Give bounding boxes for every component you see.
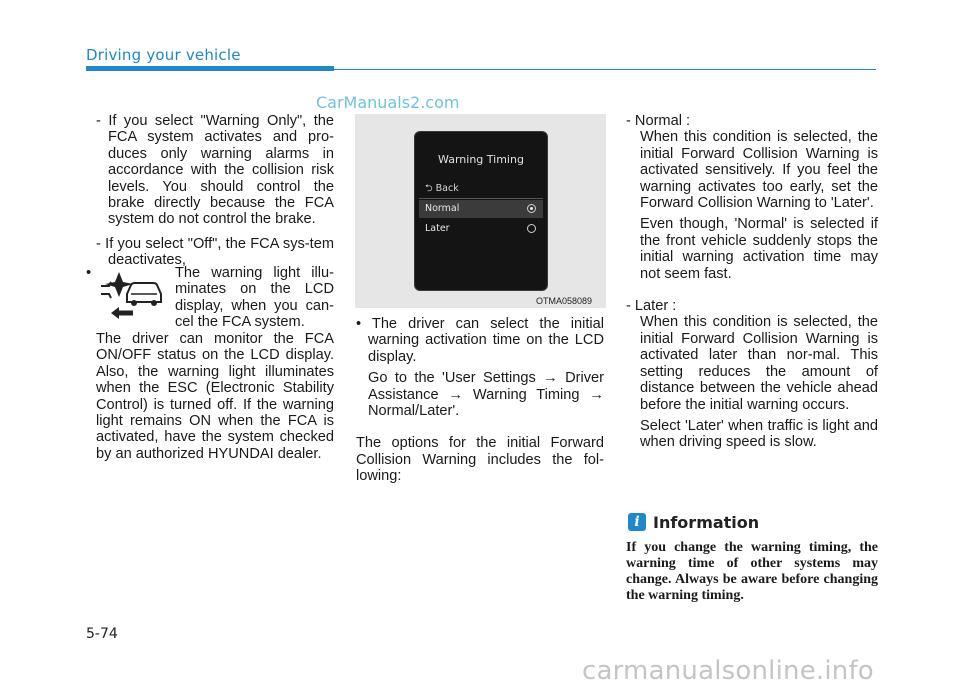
normal-option-label: - Normal : xyxy=(626,113,691,129)
item-off: - If you select "Off", the FCA sys-tem deactivates, xyxy=(96,235,334,269)
image-code: OTMA058089 xyxy=(536,296,593,306)
timing-bullet-text: The driver can select the initial warning activation time on the LCD display. xyxy=(368,316,605,365)
lcd-option-label: Normal xyxy=(425,203,460,214)
back-arrow-icon: ⮌ xyxy=(425,183,436,194)
fca-continued-text: The driver can monitor the FCA ON/OFF status on the LCD display. Also, the warning light illuminates when the ESC (Electronic Stability Control) is turned off. If the warning light remains ON when the FCA is activated, have the system checked by an authorized HYUNDAI dealer. xyxy=(96,331,334,462)
watermark-top: CarManuals2.com xyxy=(316,93,460,112)
later-option-label: - Later : xyxy=(626,298,677,315)
information-title: Information xyxy=(653,513,760,532)
fca-continued-text-block xyxy=(96,331,334,462)
lcd-title: Warning Timing xyxy=(438,153,524,166)
lcd-option-label: Later xyxy=(425,223,450,234)
lcd-option-normal xyxy=(419,200,543,218)
lcd-back xyxy=(425,181,459,197)
lcd-divider xyxy=(419,198,543,199)
radio-unselected-icon xyxy=(527,224,536,233)
fca-warning-light-icon xyxy=(97,270,167,320)
information-body: If you change the warning timing, the warning time of other systems may change. Always be aware before changing the warning timing. xyxy=(626,540,878,603)
column-3 xyxy=(626,113,878,451)
info-icon: i xyxy=(628,513,646,531)
fca-warning-light-text: The warning light illu-minates on the LCD display, when you can-cel the FCA system. xyxy=(175,265,334,331)
page-number: 5-74 xyxy=(86,626,118,642)
normal-desc-1: When this condition is selected, the initial Forward Collision Warning is activated sensitively. If you feel the warning activates too early, set the Forward Collision Warning to 'Later'. xyxy=(640,129,878,212)
later-desc-2: Select 'Later' when traffic is light and when driving speed is slow. xyxy=(640,417,878,451)
later-desc-1: When this condition is selected, the initial Forward Collision Warning is activated later than nor-mal. This setting reduces the amount of distance between the vehicle ahead before the initial warning occurs. xyxy=(640,314,878,413)
fca-wrapped-text xyxy=(175,265,334,331)
lcd-screen xyxy=(414,131,548,291)
lcd-option-later xyxy=(419,220,543,238)
column-1 xyxy=(96,113,334,269)
timing-bullet-item xyxy=(356,316,604,365)
column-2 xyxy=(356,316,604,485)
section-title: Driving your vehicle xyxy=(86,46,241,64)
item-warning-only: - If you select "Warning Only", the FCA system activates and pro-duces only warning alarms in accordance with the collision risk levels. You should control the brake directly because the FCA system do not control the brake. xyxy=(96,113,334,228)
watermark-bottom: carmanualsonline.info xyxy=(582,656,874,686)
header-rule-thin xyxy=(334,69,876,70)
radio-selected-icon xyxy=(527,204,536,213)
bullet: • xyxy=(356,316,362,332)
settings-path-text: Go to the 'User Settings → Driver Assistance → Warning Timing → Normal/Later'. xyxy=(368,370,604,420)
options-intro-text: The options for the initial Forward Collision Warning includes the fol-lowing: xyxy=(356,435,604,485)
lcd-back-label: Back xyxy=(435,183,459,194)
normal-desc-2: Even though, 'Normal' is selected if the front vehicle suddenly stops the initial warning activation time may not seem fast. xyxy=(640,216,878,282)
header-rule-thick xyxy=(86,66,334,71)
bullet: • xyxy=(86,265,92,281)
